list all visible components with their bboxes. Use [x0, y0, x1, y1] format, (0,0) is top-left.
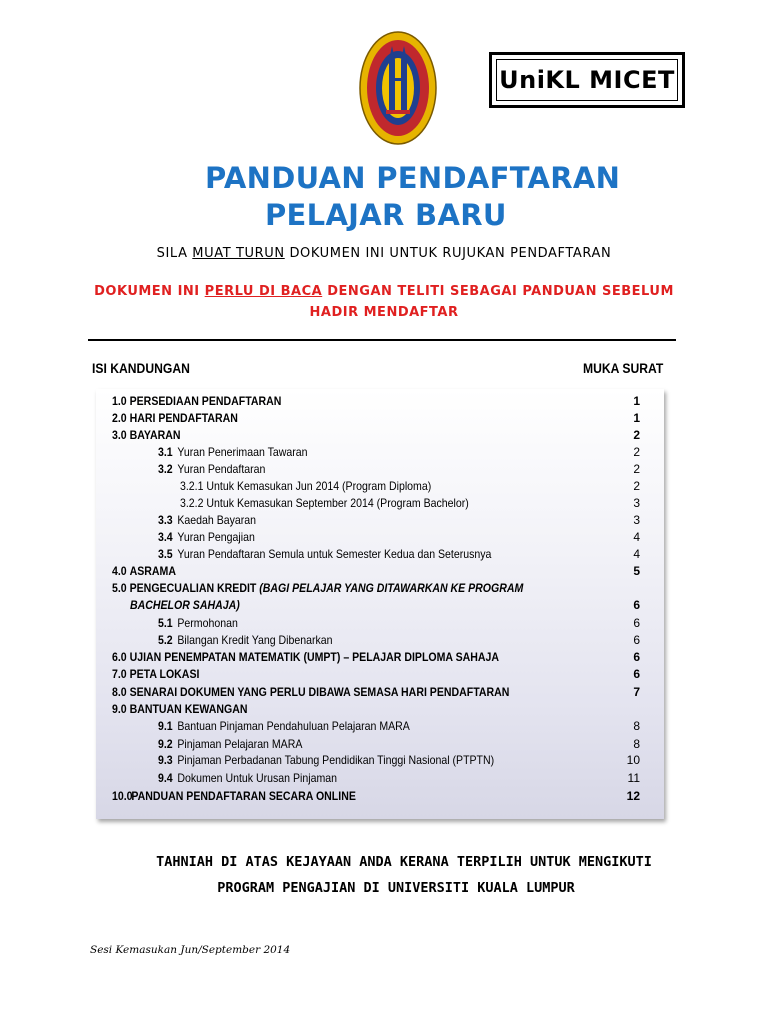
table-of-contents: [96, 389, 664, 819]
toc-entry-page: 2: [633, 445, 640, 459]
toc-entry-italic: (BAGI PELAJAR YANG DITAWARKAN KE PROGRAM: [259, 581, 524, 595]
toc-row: [96, 410, 664, 427]
toc-row: [96, 701, 664, 718]
toc-entry-title: PERSEDIAAN PENDAFTARAN: [129, 394, 282, 408]
toc-entry-title: Kaedah Bayaran: [177, 513, 257, 527]
toc-row: [96, 597, 664, 614]
toc-row: [96, 495, 664, 512]
toc-entry-text: [158, 718, 410, 735]
toc-entry-italic: BACHELOR SAHAJA): [130, 598, 240, 612]
toc-row: [96, 649, 664, 666]
toc-entry-title: Permohonan: [177, 616, 238, 630]
toc-entry-title: Bilangan Kredit Yang Dibenarkan: [177, 633, 333, 647]
congrats-line-2: PROGRAM PENGAJIAN DI UNIVERSITI KUALA LUMPUR: [217, 880, 575, 896]
toc-entry-title: PETA LOKASI: [129, 667, 200, 681]
toc-entry-page: 4: [633, 547, 640, 561]
toc-entry-page: 5: [633, 564, 640, 578]
toc-entry-page: 8: [633, 737, 640, 751]
toc-entry-page: 6: [633, 650, 640, 664]
toc-entry-title: Bantuan Pinjaman Pendahuluan Pelajaran MARA: [177, 719, 410, 733]
toc-entry-text: [112, 649, 499, 666]
toc-row: [96, 718, 664, 735]
toc-entry-number: 7.0: [112, 667, 127, 681]
toc-heading: ISI KANDUNGAN: [92, 361, 190, 376]
toc-entry-number: 3.1: [158, 445, 173, 459]
toc-entry-title: ASRAMA: [129, 564, 176, 578]
toc-row: [96, 512, 664, 529]
toc-entry-title: 3.2.1 Untuk Kemasukan Jun 2014 (Program Diploma): [180, 479, 432, 493]
warning-underlined: PERLU DI BACA: [204, 284, 323, 299]
warning-pre: DOKUMEN INI: [94, 284, 205, 299]
toc-entry-number: 8.0: [112, 685, 127, 699]
toc-row: [96, 580, 664, 597]
toc-entry-page: 6: [633, 616, 640, 630]
toc-entry-text: [158, 529, 255, 546]
toc-entry-page: 1: [633, 411, 640, 425]
university-logo: [358, 30, 438, 146]
toc-entry-number: 2.0: [112, 411, 127, 425]
toc-row: [96, 461, 664, 478]
toc-entry-number: 6.0: [112, 650, 127, 664]
title-line-2: PELAJAR BARU: [265, 198, 507, 232]
toc-entry-title: Yuran Pengajian: [177, 530, 255, 544]
toc-row: [96, 632, 664, 649]
toc-entry-text: [112, 788, 356, 805]
brand-box: [489, 52, 685, 108]
toc-row: [96, 615, 664, 632]
toc-entry-title: Pinjaman Perbadanan Tabung Pendidikan Tinggi Nasional (PTPTN): [177, 753, 495, 767]
toc-entry-page: 6: [633, 667, 640, 681]
download-note: [0, 246, 768, 261]
toc-entry-text: [112, 563, 176, 580]
toc-entry-page: 2: [633, 462, 640, 476]
note-post: DOKUMEN INI UNTUK RUJUKAN PENDAFTARAN: [284, 246, 612, 261]
toc-entry-title: Yuran Penerimaan Tawaran: [177, 445, 308, 459]
toc-entry-page: 8: [633, 719, 640, 733]
toc-entry-number: 5.1: [158, 616, 173, 630]
toc-entry-title: Dokumen Untuk Urusan Pinjaman: [177, 771, 338, 785]
toc-row: [96, 752, 664, 769]
toc-entry-text: [158, 632, 333, 649]
toc-entry-page: 11: [627, 771, 640, 785]
toc-entry-number: 1.0: [112, 394, 127, 408]
toc-entry-number: 3.2: [158, 462, 173, 476]
toc-entry-text: [112, 427, 180, 444]
toc-entry-page: 6: [633, 598, 640, 612]
toc-entry-number: 9.1: [158, 719, 173, 733]
toc-entry-number: 5.2: [158, 633, 173, 647]
toc-entry-text: [180, 495, 469, 512]
toc-entry-text: [112, 666, 199, 683]
warning-post: DENGAN TELITI SEBAGAI PANDUAN SEBELUM HADIR MENDAFTAR: [309, 284, 674, 320]
toc-entry-text: [130, 597, 240, 614]
toc-row: [96, 666, 664, 683]
toc-entry-title: BANTUAN KEWANGAN: [129, 702, 248, 716]
toc-entry-title: Pinjaman Pelajaran MARA: [177, 737, 303, 751]
brand-label: UniKL MICET: [499, 66, 675, 94]
toc-entry-number: 3.3: [158, 513, 173, 527]
toc-entry-number: 3.0: [112, 428, 127, 442]
toc-entry-text: [158, 736, 302, 753]
toc-entry-number: 9.3: [158, 753, 173, 767]
toc-entry-text: [112, 393, 281, 410]
toc-entry-title: HARI PENDAFTARAN: [129, 411, 238, 425]
toc-row: [96, 563, 664, 580]
toc-entry-text: [158, 770, 337, 787]
toc-entry-number: 10.0: [112, 789, 133, 803]
toc-entry-number: 9.0: [112, 702, 127, 716]
toc-row: [96, 684, 664, 701]
toc-entry-page: 10: [626, 753, 640, 767]
toc-entry-text: [112, 580, 523, 597]
note-pre: SILA: [156, 246, 193, 261]
toc-entry-text: [158, 546, 491, 563]
toc-entry-number: 5.0: [112, 581, 127, 595]
toc-row: [96, 546, 664, 563]
toc-row: [96, 529, 664, 546]
toc-row: [96, 736, 664, 753]
toc-entry-text: [112, 684, 509, 701]
toc-row: [96, 770, 664, 787]
toc-entry-number: 4.0: [112, 564, 127, 578]
toc-entry-title: Yuran Pendaftaran Semula untuk Semester Kedua dan Seterusnya: [177, 547, 492, 561]
toc-row: [96, 393, 664, 410]
title-line-1: PANDUAN PENDAFTARAN: [205, 161, 621, 195]
toc-entry-page: 2: [633, 479, 640, 493]
warning-note: [80, 281, 688, 323]
toc-entry-text: [180, 478, 431, 495]
toc-entry-number: 9.4: [158, 771, 173, 785]
footer-session: Sesi Kemasukan Jun/September 2014: [90, 944, 291, 956]
toc-entry-title: Yuran Pendaftaran: [177, 462, 266, 476]
note-underlined: MUAT TURUN: [192, 246, 285, 261]
toc-entry-text: [112, 701, 248, 718]
toc-entry-page: 12: [626, 789, 640, 803]
toc-entry-text: [112, 410, 238, 427]
toc-entry-page: 3: [633, 513, 640, 527]
toc-entry-title: BAYARAN: [129, 428, 181, 442]
toc-entry-text: [158, 512, 256, 529]
toc-entry-title: PANDUAN PENDAFTARAN SECARA ONLINE: [131, 789, 356, 803]
divider-rule: [88, 339, 676, 341]
toc-entry-page: 6: [633, 633, 640, 647]
toc-row: [96, 444, 664, 461]
toc-row: [96, 478, 664, 495]
toc-entry-page: 2: [633, 428, 640, 442]
toc-entry-number: 3.5: [158, 547, 173, 561]
toc-entry-title: PENGECUALIAN KREDIT: [129, 581, 260, 595]
toc-entry-page: 4: [633, 530, 640, 544]
toc-entry-number: 3.4: [158, 530, 173, 544]
toc-entry-title: 3.2.2 Untuk Kemasukan September 2014 (Program Bachelor): [180, 496, 469, 510]
page-column-heading: MUKA SURAT: [583, 361, 664, 376]
toc-entry-number: 9.2: [158, 737, 173, 751]
toc-entry-title: UJIAN PENEMPATAN MATEMATIK (UMPT) – PELAJAR DIPLOMA SAHAJA: [129, 650, 500, 664]
toc-entry-page: 3: [633, 496, 640, 510]
toc-entry-page: 1: [633, 394, 640, 408]
toc-entry-text: [158, 615, 238, 632]
toc-entry-text: [158, 752, 494, 769]
congrats-line-1: TAHNIAH DI ATAS KEJAYAAN ANDA KERANA TERPILIH UNTUK MENGIKUTI: [156, 854, 652, 870]
toc-row: [96, 427, 664, 444]
toc-entry-text: [158, 461, 265, 478]
toc-entry-page: 7: [633, 685, 640, 699]
toc-entry-text: [158, 444, 307, 461]
toc-row: [96, 788, 664, 805]
toc-entry-title: SENARAI DOKUMEN YANG PERLU DIBAWA SEMASA HARI PENDAFTARAN: [129, 685, 510, 699]
